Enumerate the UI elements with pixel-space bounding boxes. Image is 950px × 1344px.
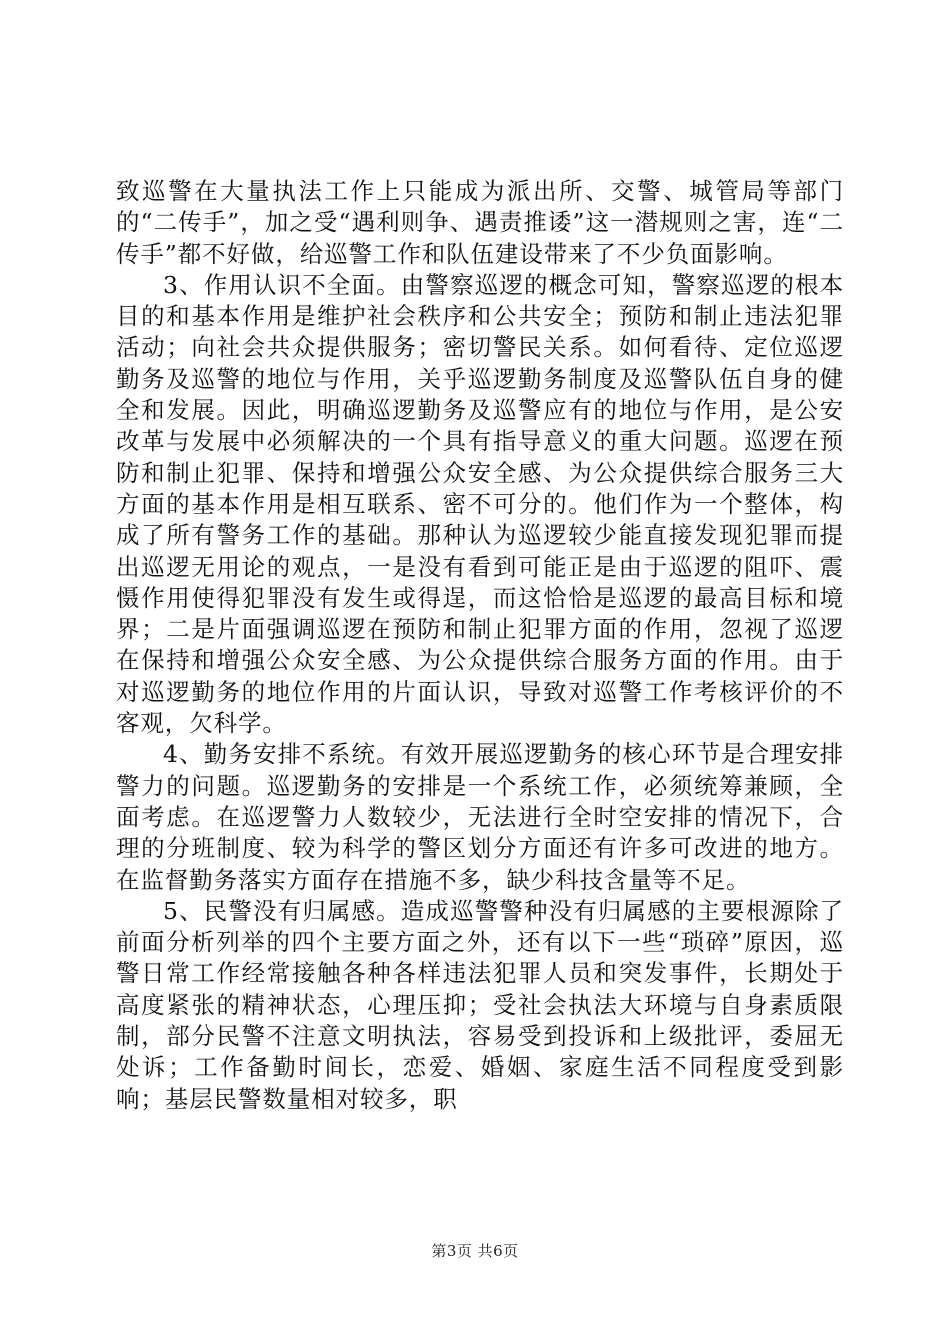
page-number-label: 第3页 共6页	[431, 1242, 519, 1260]
paragraph-point-5: 5、民警没有归属感。造成巡警警种没有归属感的主要根源除了前面分析列举的四个主要方面之外，还有以下一些“琐碎”原因，巡警日常工作经常接触各种各样违法犯罪人员和突发事件，长期处于高度紧张的精神状态，心理压抑；受社会执法大环境与自身素质限制，部分民警不注意文明执法，容易受到投诉和上级批评，委屈无处诉；工作备勤时间长，恋爱、婚姻、家庭生活不同程度受到影响；基层民警数量相对较多，职	[116, 896, 844, 1113]
page-footer	[0, 1241, 950, 1261]
document-body	[116, 176, 844, 1115]
paragraph-continuation: 致巡警在大量执法工作上只能成为派出所、交警、城管局等部门的“二传手”，加之受“遇利则争、遇责推诿”这一潜规则之害，连“二传手”都不好做，给巡警工作和队伍建设带来了不少负面影响。	[116, 177, 844, 268]
paragraph-point-3: 3、作用认识不全面。由警察巡逻的概念可知，警察巡逻的根本目的和基本作用是维护社会秩序和公共安全；预防和制止违法犯罪活动；向社会共众提供服务；密切警民关系。如何看待、定位巡逻勤务及巡警的地位与作用，关乎巡逻勤务制度及巡警队伍自身的健全和发展。因此，明确巡逻勤务及巡警应有的地位与作用，是公安改革与发展中必须解决的一个具有指导意义的重大问题。巡逻在预防和制止犯罪、保持和增强公众安全感、为公众提供综合服务三大方面的基本作用是相互联系、密不可分的。他们作为一个整体，构成了所有警务工作的基础。那种认为巡逻较少能直接发现犯罪而提出巡逻无用论的观点，一是没有看到可能正是由于巡逻的阻吓、震慑作用使得犯罪没有发生或得逞，而这恰恰是巡逻的最高目标和境界；二是片面强调巡逻在预防和制止犯罪方面的作用，忽视了巡逻在保持和增强公众安全感、为公众提供综合服务方面的作用。由于对巡逻勤务的地位作用的片面认识，导致对巡警工作考核评价的不客观，欠科学。	[116, 270, 844, 738]
paragraph-point-4: 4、勤务安排不系统。有效开展巡逻勤务的核心环节是合理安排警力的问题。巡逻勤务的安排是一个系统工作，必须统筹兼顾，全面考虑。在巡逻警力人数较少，无法进行全时空安排的情况下，合理的分班制度、较为科学的警区划分方面还有许多可改进的地方。在监督勤务落实方面存在措施不多，缺少科技含量等不足。	[116, 740, 844, 894]
